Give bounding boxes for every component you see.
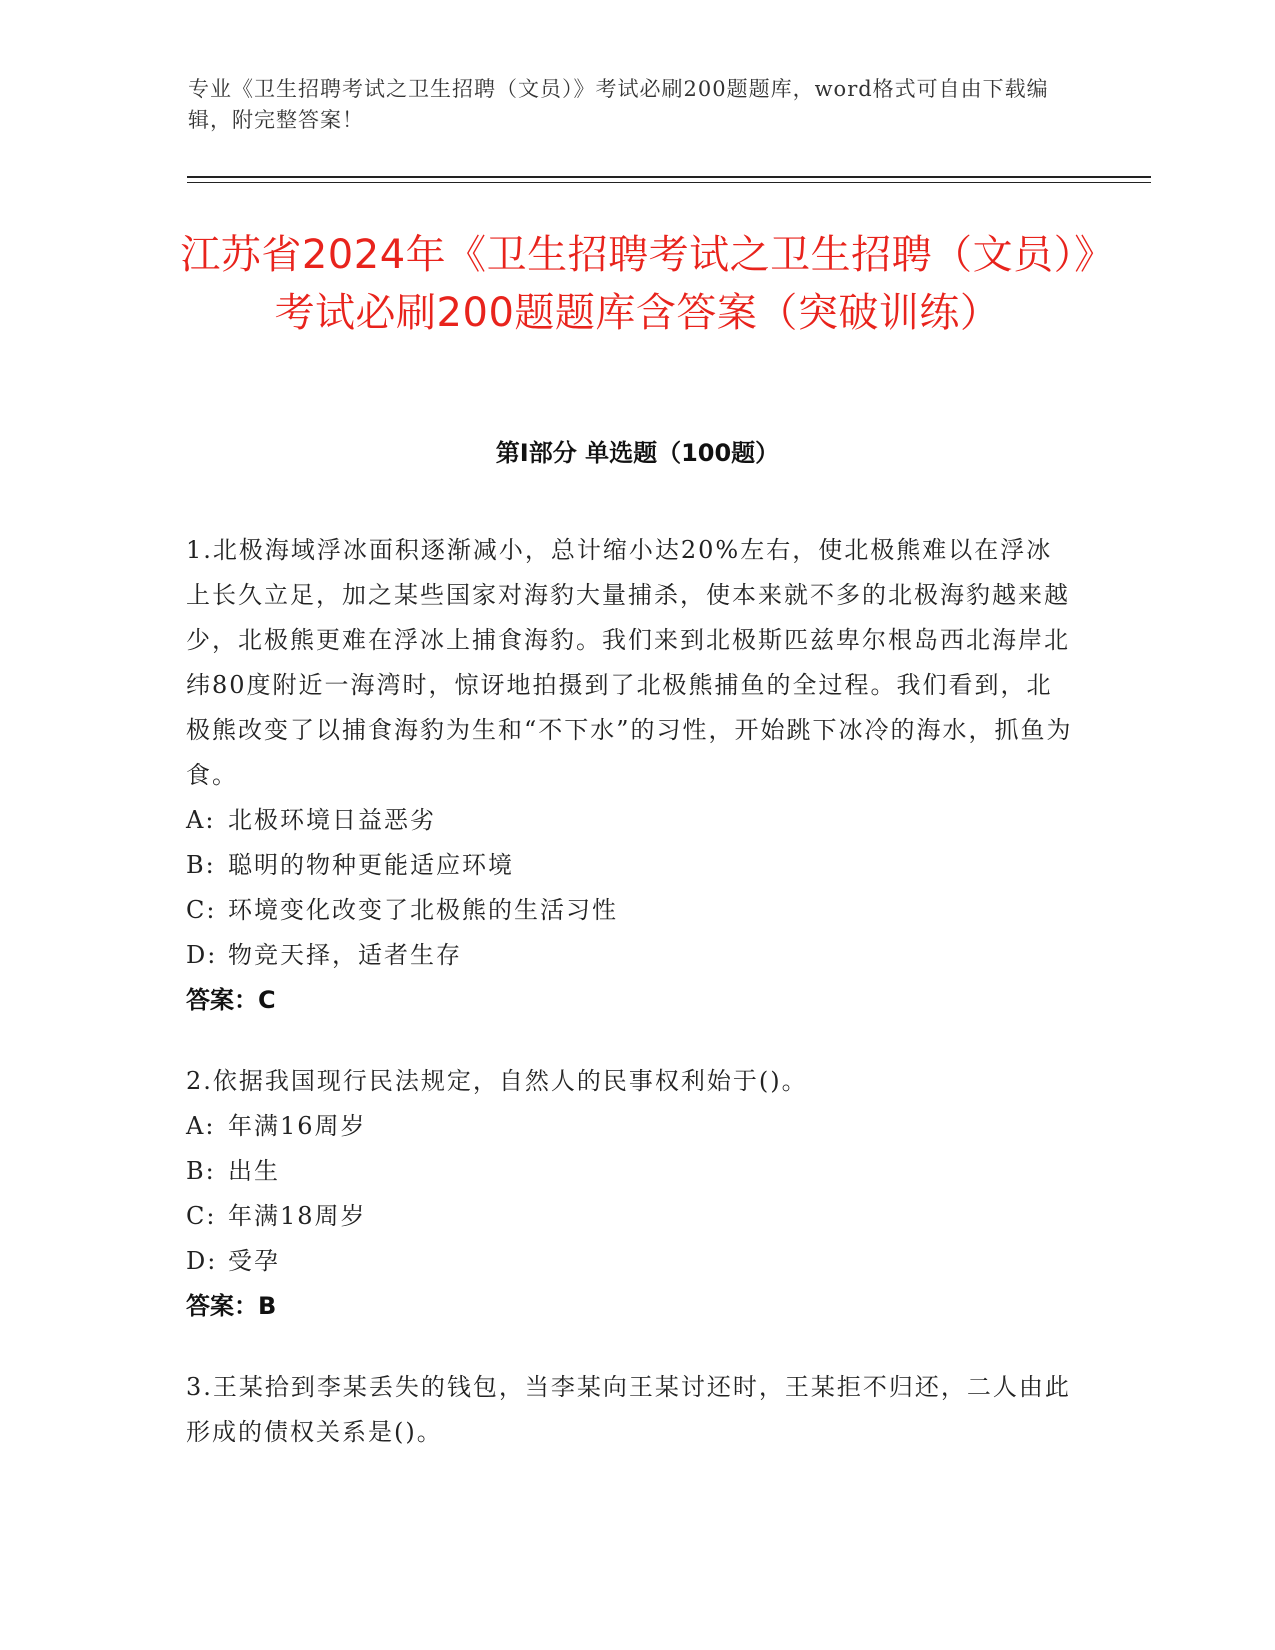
document-title: 江苏省2024年《卫生招聘考试之卫生招聘（文员）》考试必刷200题题库含答案（突破训练） <box>180 232 1095 336</box>
option-letter: A: <box>186 1112 216 1140</box>
option-c <box>186 888 1076 933</box>
option-letter: C: <box>186 896 217 924</box>
header-rule-thin <box>187 182 1151 183</box>
option-letter: D: <box>186 1247 218 1275</box>
option-text: 北极环境日益恶劣 <box>228 806 436 834</box>
question-list <box>186 528 1076 1491</box>
option-d <box>186 1239 1076 1284</box>
section-heading: 第I部分 单选题（100题） <box>495 439 780 467</box>
option-text: 年满18周岁 <box>228 1202 367 1230</box>
option-b <box>186 1149 1076 1194</box>
option-letter: D: <box>186 941 218 969</box>
answer: 答案：C <box>186 986 276 1014</box>
option-a <box>186 1104 1076 1149</box>
option-d <box>186 933 1076 978</box>
question-stem: 2.依据我国现行民法规定，自然人的民事权利始于()。 <box>186 1067 808 1095</box>
option-text: 环境变化改变了北极熊的生活习性 <box>228 896 618 924</box>
question-stem: 3.王某拾到李某丢失的钱包，当李某向王某讨还时，王某拒不归还，二人由此形成的债权关系是()。 <box>186 1373 1071 1446</box>
header-rule-thick <box>187 176 1151 178</box>
option-text: 物竞天择，适者生存 <box>228 941 462 969</box>
question-2 <box>186 1059 1076 1329</box>
header-note: 专业《卫生招聘考试之卫生招聘（文员）》考试必刷200题题库，word格式可自由下载编辑，附完整答案！ <box>188 77 1049 132</box>
option-letter: B: <box>186 851 216 879</box>
question-3 <box>186 1365 1076 1455</box>
option-text: 出生 <box>228 1157 280 1185</box>
option-text: 受孕 <box>228 1247 280 1275</box>
question-stem: 1.北极海域浮冰面积逐渐减小，总计缩小达20%左右，使北极熊难以在浮冰上长久立足，加之某些国家对海豹大量捕杀，使本来就不多的北极海豹越来越少，北极熊更难在浮冰上捕食海豹。我们来到北极斯匹兹卑尔根岛西北海岸北纬80度附近一海湾时，惊讶地拍摄到了北极熊捕鱼的全过程。我们看到，北极熊改变了以捕食海豹为生和“不下水”的习性，开始跳下冰冷的海水，抓鱼为食。 <box>186 536 1073 789</box>
option-letter: B: <box>186 1157 216 1185</box>
option-letter: C: <box>186 1202 217 1230</box>
option-text: 聪明的物种更能适应环境 <box>228 851 514 879</box>
option-a <box>186 798 1076 843</box>
option-letter: A: <box>186 806 216 834</box>
answer: 答案：B <box>186 1292 277 1320</box>
option-c <box>186 1194 1076 1239</box>
option-text: 年满16周岁 <box>228 1112 367 1140</box>
question-1 <box>186 528 1076 1023</box>
option-b <box>186 843 1076 888</box>
